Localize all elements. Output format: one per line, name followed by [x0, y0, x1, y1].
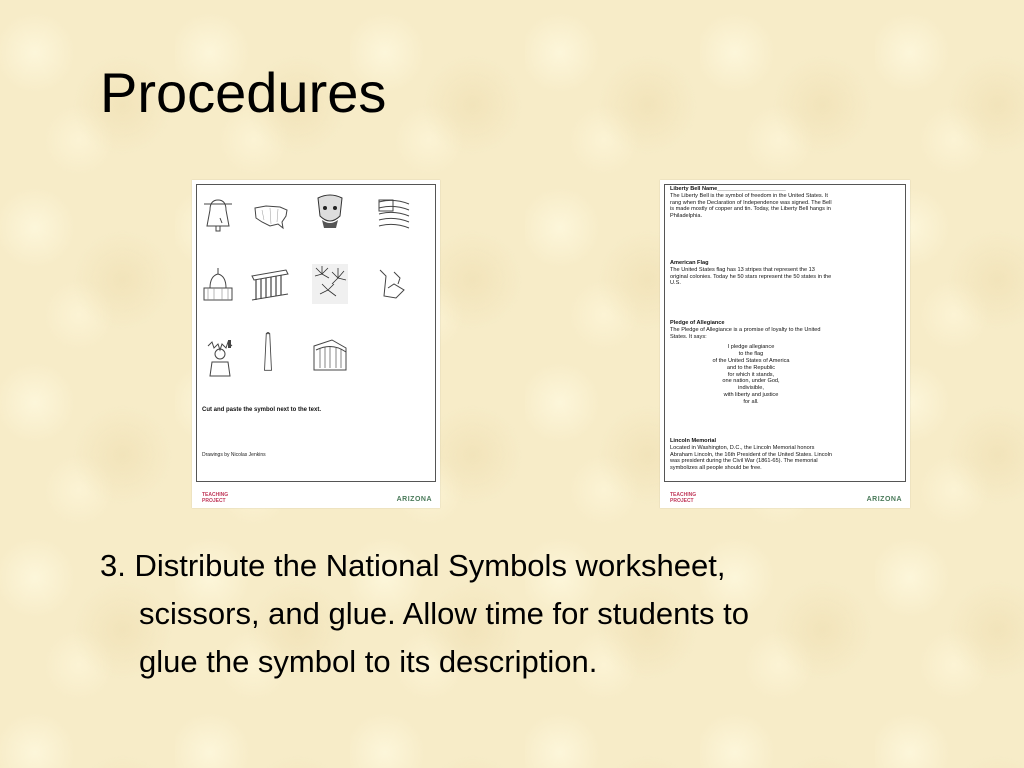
- worksheet-instruction: Cut and paste the symbol next to the text.: [202, 407, 322, 413]
- teaching-project-logo: [202, 492, 228, 504]
- slide-title: Procedures: [100, 61, 387, 124]
- pledge-line: of the United States of America: [712, 357, 790, 364]
- arizona-logo: ARIZONA: [396, 496, 432, 503]
- section-heading: American Flag: [670, 260, 709, 266]
- capitol-icon: [200, 266, 236, 306]
- pledge-section: [670, 320, 832, 406]
- section-text: The Liberty Bell is the symbol of freedom in the United States. It rang when the Declaration of Independence was signed. The Bell is made mostly of copper and tin. Today, the Liberty Bell hangs in Philadelphia.: [670, 192, 832, 220]
- body-line: 3. Distribute the National Symbols worksheet,: [100, 548, 726, 583]
- body-line: glue the symbol to its description.: [139, 644, 598, 679]
- pledge-line: for all.: [743, 398, 759, 405]
- logo-line2: PROJECT: [202, 498, 226, 504]
- lincoln-memorial-section: [670, 438, 832, 472]
- pledge-line: and to the Republic: [726, 364, 776, 371]
- pledge-icon: [374, 266, 410, 306]
- fireworks-icon: [312, 264, 348, 304]
- section-heading: Liberty Bell Name______________________: [670, 186, 786, 192]
- logo-line1: TEACHING: [670, 492, 697, 498]
- logo-line2: PROJECT: [670, 498, 694, 504]
- pledge-line: one nation, under God,: [722, 378, 780, 385]
- pledge-line: I pledge allegiance: [727, 344, 775, 351]
- body-line: scissors, and glue. Allow time for students to: [139, 596, 749, 631]
- worksheet-credit: Drawings by Nicolas Jenkins: [202, 452, 266, 458]
- procedure-step-text: [100, 542, 960, 686]
- pledge-line: for which it stands,: [727, 371, 775, 378]
- liberty-bell-section: [670, 186, 832, 220]
- lincoln-icon: [312, 192, 348, 232]
- section-text: The Pledge of Allegiance is a promise of loyalty to the United States. It says:: [670, 326, 821, 340]
- pledge-text: [670, 344, 832, 405]
- teaching-project-logo: [670, 492, 696, 504]
- section-text: The United States flag has 13 stripes that represent the 13 original colonies. Today he 50 stars represent the 50 states in the U.S.: [670, 266, 832, 287]
- pledge-line: with liberty and justice: [723, 391, 779, 398]
- statue-of-liberty-icon: [202, 338, 238, 378]
- american-flag-icon: [376, 194, 412, 234]
- washington-monument-icon: [250, 332, 286, 372]
- us-map-icon: [252, 198, 292, 238]
- logo-line1: TEACHING: [202, 492, 229, 498]
- white-house-icon: [312, 338, 348, 378]
- section-text: Located in Washington, D.C., the Lincoln Memorial honors Abraham Lincoln, the 16th President of the United States. Lincoln was president during the Civil War (1861-65). The memorial symbolizes all people should be free.: [670, 444, 833, 472]
- section-heading: Pledge of Allegiance: [670, 320, 725, 326]
- lincoln-memorial-icon: [250, 266, 290, 306]
- american-flag-section: [670, 260, 832, 287]
- liberty-bell-icon: [200, 196, 236, 236]
- descriptions-worksheet-image: [660, 180, 910, 508]
- pledge-line: to the flag: [738, 351, 764, 358]
- pledge-line: indivisible,: [738, 385, 764, 392]
- arizona-logo: ARIZONA: [866, 496, 902, 503]
- section-heading: Lincoln Memorial: [670, 438, 716, 444]
- symbols-worksheet-image: [192, 180, 440, 508]
